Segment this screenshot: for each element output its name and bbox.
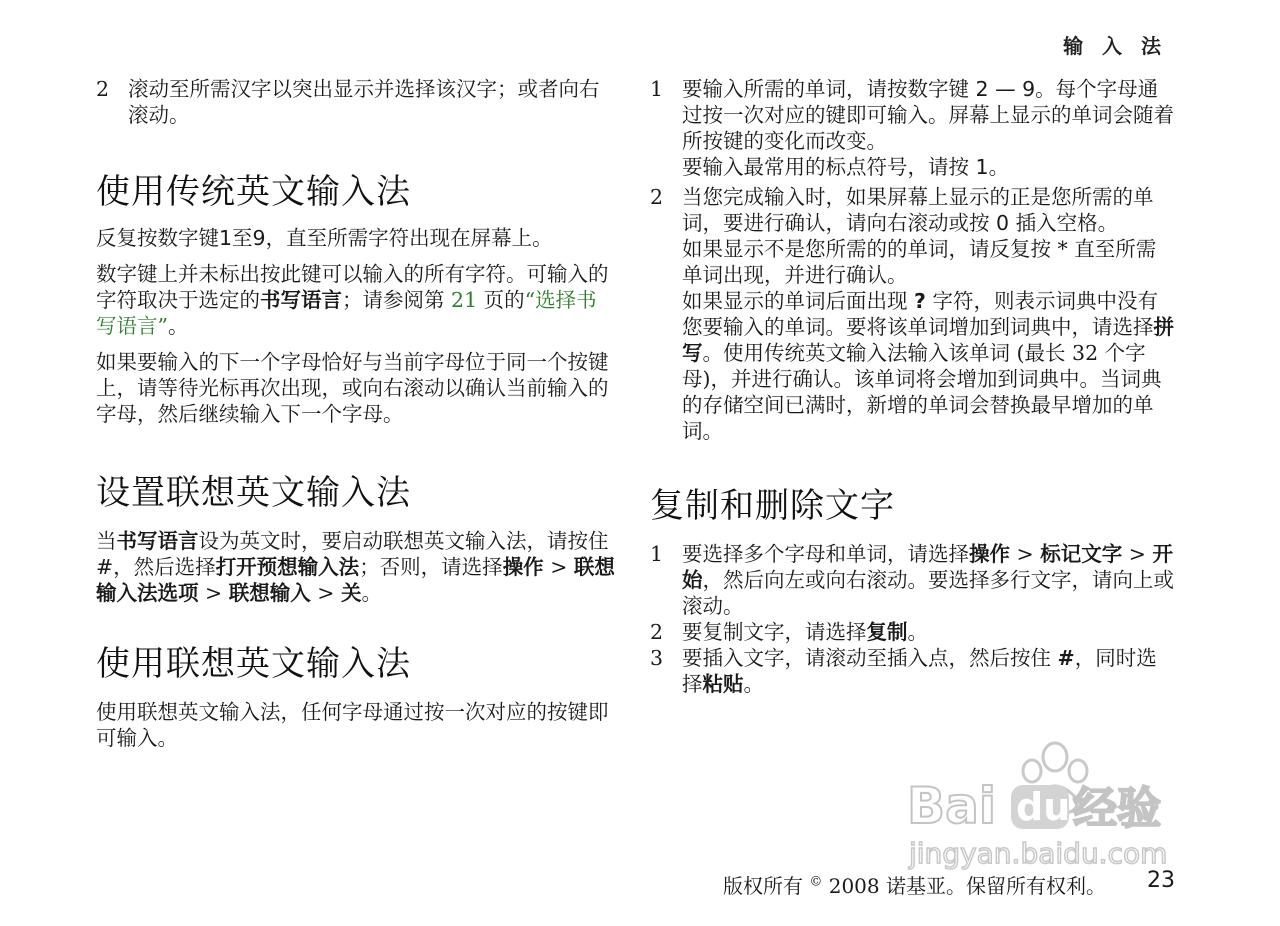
page-number: 23 — [1147, 868, 1175, 893]
list-item: 2 当您完成输入时，如果屏幕上显示的正是您所需的单词，要进行确认，请向右滚动或按 0 插入空格。 如果显示不是您所需的的单词，请反复按 * 直至所需单词出现，并进行确认。 如果显示的单词后面出现 ? 字符，则表示词典中没有您要输入的单词。要将该单词增加到词典中，请选择拼写。使用传统英文输入法输入该单词 (最长 32 个字母)，并进行确认。该单词将会增加到词典中。当词典的存储空间已满时，新增的单词会替换最早增加的单词。 — [650, 185, 1174, 443]
list-item: 1 要输入所需的单词，请按数字键 2 — 9。每个字母通过按一次对应的键即可输入。屏幕上显示的单词会随着所按键的变化而改变。 要输入最常用的标点符号，请按 1。 — [650, 77, 1174, 179]
paragraph: 反复按数字键1至9，直至所需字符出现在屏幕上。 — [96, 226, 553, 250]
svg-text:经验: 经验 — [1073, 783, 1161, 834]
section-link[interactable]: “选择书写语言” — [96, 288, 597, 338]
svg-text:Bai: Bai — [907, 777, 996, 835]
paragraph: 如果要输入的下一个字母恰好与当前字母位于同一个按键上，请等待光标再次出现，或向右滚动以确认当前输入的字母，然后继续输入下一个字母。 — [96, 350, 609, 426]
list-item: 3 要插入文字，请滚动至插入点，然后按住 #，同时选择粘贴。 — [650, 646, 1157, 696]
page-header: 输 入 法 — [1063, 34, 1167, 58]
svg-text:du: du — [1016, 785, 1071, 829]
paragraph: 数字键上并未标出按此键可以输入的所有字符。可输入的字符取决于选定的书写语言；请参阅第 21 页的“选择书写语言”。 — [96, 262, 609, 338]
baidu-watermark-logo — [905, 735, 1205, 875]
list-item: 1 要选择多个字母和单词，请选择操作 > 标记文字 > 开始，然后向左或向右滚动。要选择多行文字，请向上或滚动。 — [650, 542, 1174, 618]
list-item: 2 滚动至所需汉字以突出显示并选择该汉字；或者向右滚动。 — [96, 77, 600, 127]
section-title: 使用联想英文输入法 — [96, 644, 411, 684]
section-title: 复制和删除文字 — [650, 486, 895, 526]
paragraph: 使用联想英文输入法，任何字母通过按一次对应的按键即可输入。 — [96, 700, 609, 750]
svg-text:jingyan.baidu.com: jingyan.baidu.com — [909, 837, 1168, 870]
left-column — [96, 76, 616, 761]
paragraph: 当书写语言设为英文时，要启动联想英文输入法，请按住 #，然后选择打开预想输入法；否则，请选择操作 > 联想输入法选项 > 联想输入 > 关。 — [96, 529, 615, 605]
section-title: 使用传统英文输入法 — [96, 172, 411, 212]
list-item: 2 要复制文字，请选择复制。 — [650, 620, 928, 644]
right-column — [650, 76, 1175, 697]
copyright-footer: 版权所有 © 2008 诺基亚。保留所有权利。 — [723, 874, 1106, 898]
section-title: 设置联想英文输入法 — [96, 473, 411, 513]
page-link[interactable]: 21 — [451, 288, 478, 312]
